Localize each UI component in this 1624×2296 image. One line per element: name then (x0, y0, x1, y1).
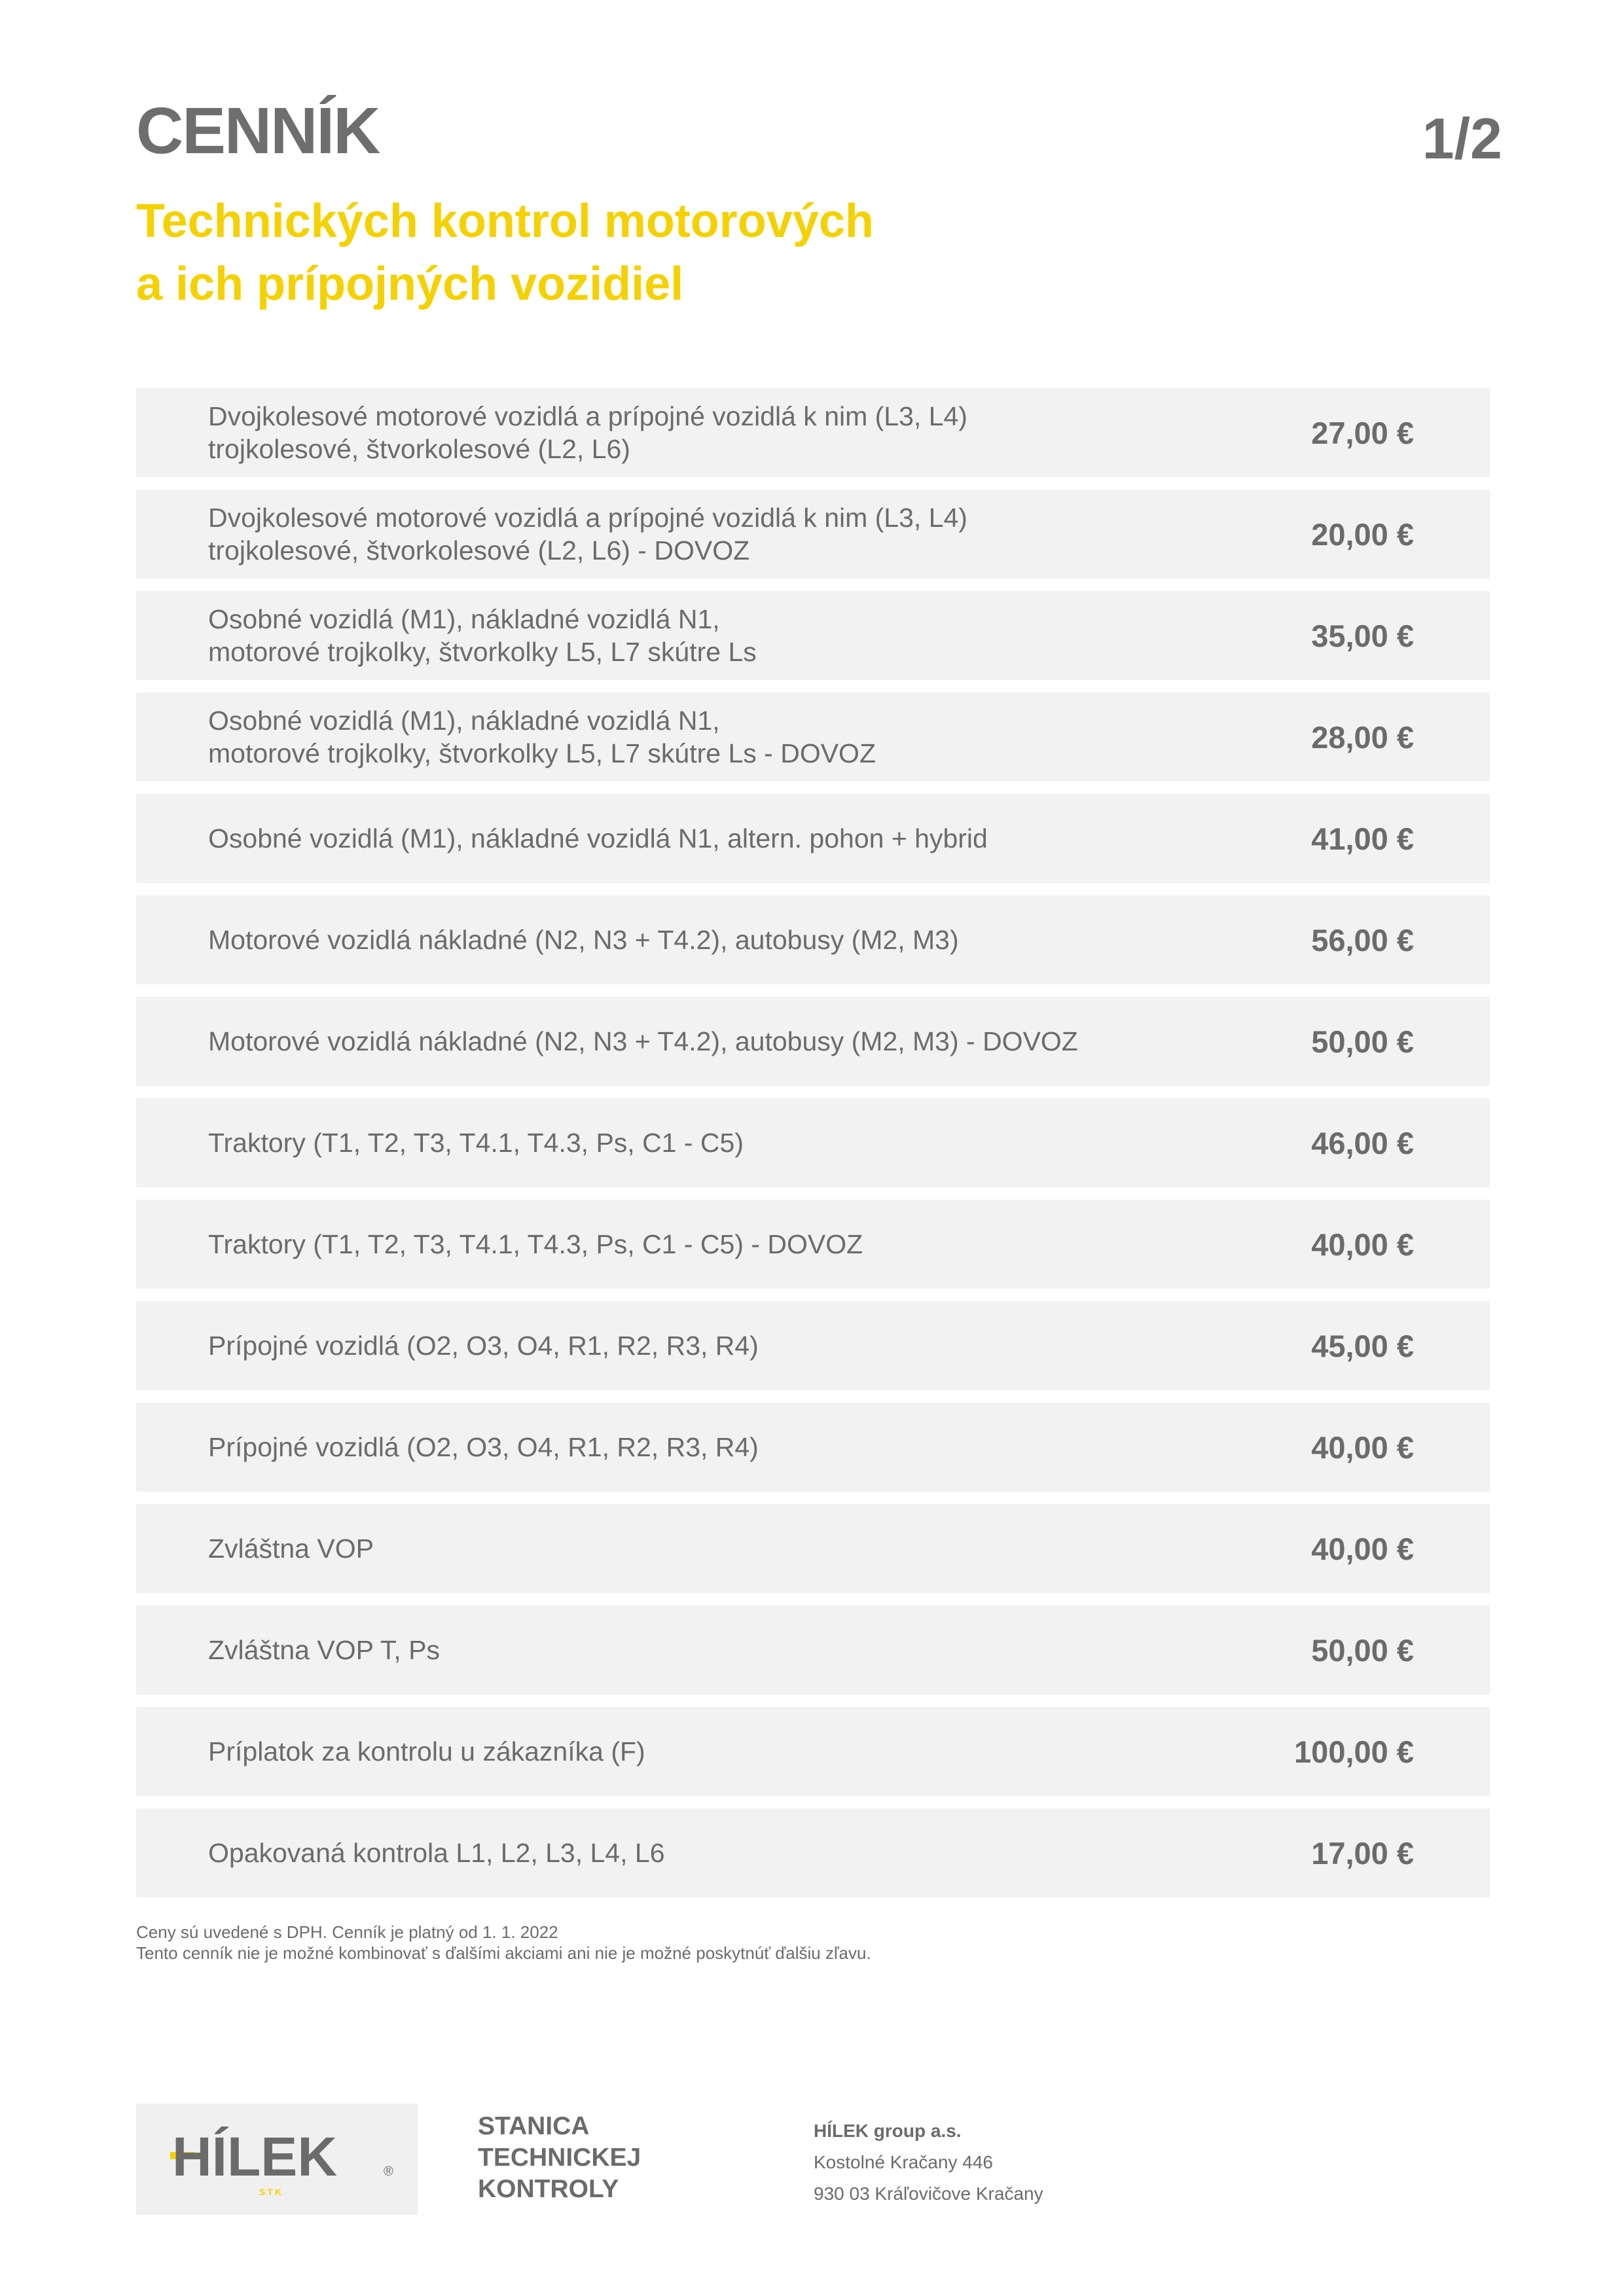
station-line-3: KONTROLY (478, 2175, 619, 2203)
price-row (136, 1707, 1490, 1796)
price-row-description (208, 1605, 1255, 1695)
price-row-description (208, 1808, 1255, 1897)
price-value: 40,00 € (1311, 1429, 1414, 1465)
price-row-description (208, 997, 1255, 1086)
price-row (136, 1504, 1490, 1593)
price-value: 17,00 € (1311, 1835, 1414, 1871)
page-subtitle (136, 190, 874, 315)
description-line-1: Osobné vozidlá (M1), nákladné vozidlá N1, (208, 604, 720, 634)
price-value: 35,00 € (1311, 618, 1414, 653)
description-line-1: Motorové vozidlá nákladné (N2, N3 + T4.2), autobusy (M2, M3) (208, 925, 959, 955)
price-value: 50,00 € (1311, 1632, 1414, 1668)
description-line-1: Osobné vozidlá (M1), nákladné vozidlá N1, (208, 706, 720, 736)
price-value: 40,00 € (1311, 1227, 1414, 1262)
price-value: 100,00 € (1294, 1734, 1414, 1769)
description-line-1: Prípojné vozidlá (O2, O3, O4, R1, R2, R3, R4) (208, 1331, 759, 1361)
price-row (136, 895, 1490, 984)
price-value: 27,00 € (1311, 415, 1414, 450)
price-value: 45,00 € (1311, 1328, 1414, 1363)
price-row (136, 1200, 1490, 1289)
price-row (136, 490, 1490, 579)
price-row (136, 794, 1490, 883)
price-value: 56,00 € (1311, 922, 1414, 958)
price-row (136, 997, 1490, 1086)
description-line-1: Osobné vozidlá (M1), nákladné vozidlá N1, altern. pohon + hybrid (208, 823, 988, 853)
station-line-2: TECHNICKEJ (478, 2144, 641, 2172)
logo-text: HÍLEK (172, 2126, 337, 2187)
price-notes (136, 1922, 871, 1964)
price-row-description (208, 1504, 1255, 1593)
company-address (814, 2115, 1043, 2210)
description-line-1: Príplatok za kontrolu u zákazníka (F) (208, 1736, 645, 1767)
notes-line-1: Ceny sú uvedené s DPH. Cenník je platný od 1. 1. 2022 (136, 1922, 558, 1942)
subtitle-line-1: Technických kontrol motorových (136, 195, 874, 247)
description-line-1: Zvláštna VOP T, Ps (208, 1635, 440, 1665)
price-row (136, 1403, 1490, 1492)
price-row (136, 1098, 1490, 1187)
description-line-1: Dvojkolesové motorové vozidlá a prípojné vozidlá k nim (L3, L4) (208, 401, 967, 431)
address-line-1: Kostolné Kračany 446 (814, 2152, 993, 2172)
price-row-description (208, 895, 1255, 984)
price-row-description (208, 1707, 1255, 1796)
price-value: 46,00 € (1311, 1125, 1414, 1160)
price-row (136, 1808, 1490, 1897)
price-value: 40,00 € (1311, 1531, 1414, 1566)
page-number: 1/2 (1422, 106, 1502, 171)
price-list (136, 388, 1490, 1910)
description-line-2: trojkolesové, štvorkolesové (L2, L6) (208, 434, 630, 464)
hilek-logo-icon (136, 2104, 418, 2215)
price-row-description (208, 490, 1255, 579)
company-logo (136, 2104, 418, 2215)
price-value: 50,00 € (1311, 1024, 1414, 1059)
price-row-description (208, 388, 1255, 477)
description-line-1: Opakovaná kontrola L1, L2, L3, L4, L6 (208, 1838, 665, 1868)
company-name: HÍLEK group a.s. (814, 2121, 962, 2141)
description-line-1: Traktory (T1, T2, T3, T4.1, T4.3, Ps, C1 - C5) (208, 1128, 744, 1158)
description-line-1: Zvláštna VOP (208, 1534, 374, 1564)
price-row-description (208, 1200, 1255, 1289)
price-row (136, 1605, 1490, 1695)
price-row (136, 388, 1490, 477)
subtitle-line-2: a ich prípojných vozidiel (136, 258, 684, 310)
price-row-description (208, 692, 1255, 781)
price-row-description (208, 1301, 1255, 1390)
description-line-2: motorové trojkolky, štvorkolky L5, L7 skútre Ls - DOVOZ (208, 738, 876, 768)
price-row (136, 591, 1490, 680)
station-line-1: STANICA (478, 2112, 590, 2140)
description-line-1: Dvojkolesové motorové vozidlá a prípojné vozidlá k nim (L3, L4) (208, 503, 967, 533)
notes-line-2: Tento cenník nie je možné kombinovať s ďalšími akciami ani nie je možné poskytnúť ďalšiu zľavu. (136, 1943, 871, 1963)
price-value: 28,00 € (1311, 719, 1414, 755)
description-line-2: motorové trojkolky, štvorkolky L5, L7 skútre Ls (208, 637, 757, 667)
price-value: 20,00 € (1311, 516, 1414, 552)
price-row (136, 692, 1490, 781)
price-row-description (208, 794, 1255, 883)
address-line-2: 930 03 Kráľovičove Kračany (814, 2183, 1043, 2204)
description-line-1: Traktory (T1, T2, T3, T4.1, T4.3, Ps, C1 - C5) - DOVOZ (208, 1229, 863, 1259)
price-row (136, 1301, 1490, 1390)
station-name (478, 2111, 641, 2205)
description-line-2: trojkolesové, štvorkolesové (L2, L6) - DOVOZ (208, 535, 750, 565)
logo-registered-mark: ® (384, 2164, 393, 2179)
price-row-description (208, 591, 1255, 680)
logo-stk-text: STK (259, 2187, 283, 2197)
price-row-description (208, 1098, 1255, 1187)
page-title: CENNÍK (136, 94, 380, 168)
description-line-1: Prípojné vozidlá (O2, O3, O4, R1, R2, R3, R4) (208, 1432, 759, 1462)
price-value: 41,00 € (1311, 821, 1414, 856)
price-row-description (208, 1403, 1255, 1492)
description-line-1: Motorové vozidlá nákladné (N2, N3 + T4.2), autobusy (M2, M3) - DOVOZ (208, 1026, 1078, 1056)
